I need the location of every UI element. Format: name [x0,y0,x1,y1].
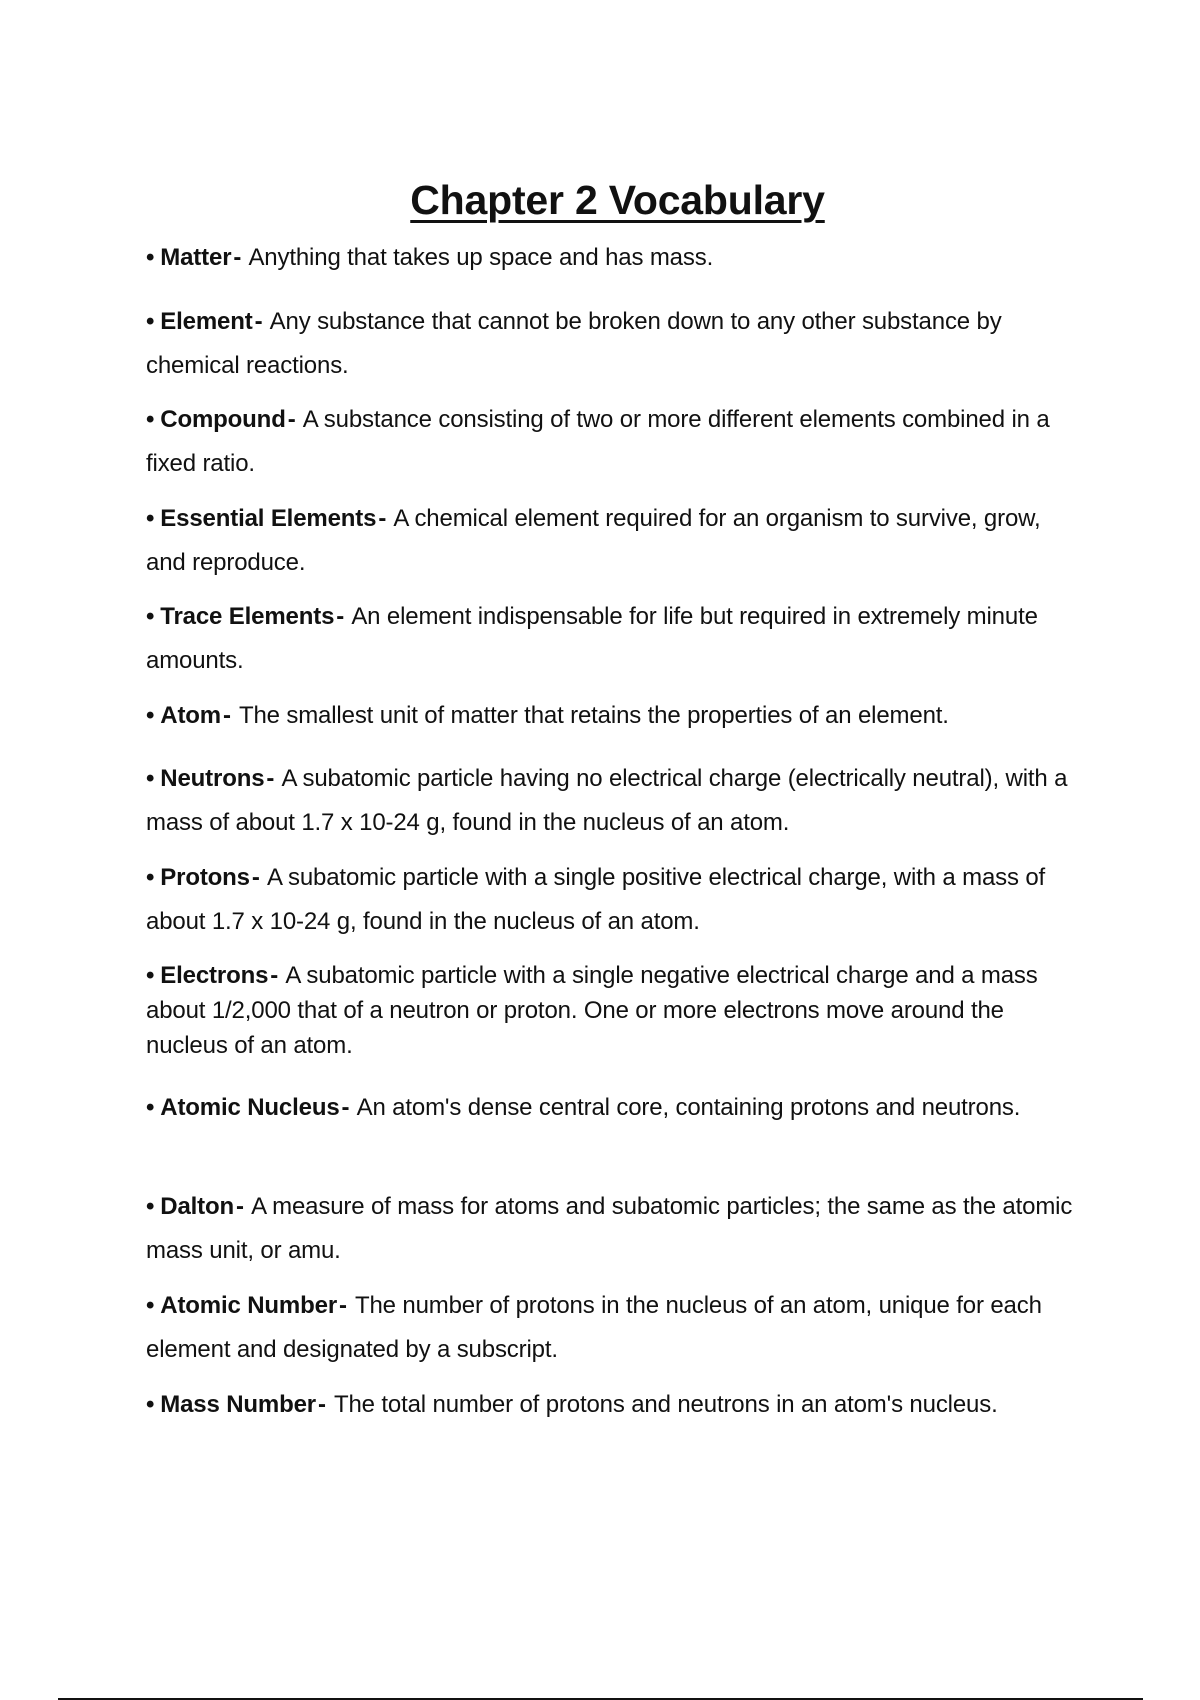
bullet-marker: • [146,505,155,532]
vocab-term: Dalton [160,1193,235,1220]
vocab-definition: A subatomic particle having no electrical charge (electrically neutral), with a mass of about 1.7 x 10-24 g, found in the nucleus of an atom. [146,765,1068,836]
vocab-entry-protons [146,856,1086,944]
bullet-marker: • [146,765,155,792]
vocab-entry-mass-number [146,1383,1086,1427]
term-separator: - [378,505,387,532]
vocab-term: Neutrons [160,765,265,792]
vocab-definition: The total number of protons and neutrons in an atom's nucleus. [333,1391,998,1418]
vocab-definition: An element indispensable for life but required in extremely minute amounts. [146,603,1038,674]
vocab-entry-atomic-nucleus [146,1086,1086,1130]
vocab-entry-compound [146,398,1086,486]
term-separator: - [251,864,260,891]
vocab-entry-matter [146,236,1086,280]
term-separator: - [318,1391,326,1418]
vocab-term: Electrons [160,962,269,989]
vocab-term: Atom [160,702,221,729]
vocab-term: Trace Elements [160,603,335,630]
vocab-entry-trace-elements [146,595,1086,683]
vocab-definition: The number of protons in the nucleus of an atom, unique for each element and designated by a subscript. [146,1292,1042,1363]
vocab-entry-electrons [146,958,1086,1063]
vocab-term: Mass Number [160,1391,316,1418]
bullet-marker: • [146,864,155,891]
term-separator: - [287,406,296,433]
term-separator: - [341,1094,350,1121]
term-separator: - [236,1193,244,1220]
vocab-definition: The smallest unit of matter that retains the properties of an element. [238,702,949,729]
page-title: Chapter 2 Vocabulary [410,177,825,224]
term-separator: - [266,765,275,792]
bullet-marker: • [146,406,155,433]
bullet-marker: • [146,603,155,630]
vocab-term: Atomic Number [160,1292,338,1319]
vocab-definition: A subatomic particle with a single positive electrical charge, with a mass of about 1.7 x 10-24 g, found in the nucleus of an atom. [146,864,1046,935]
vocab-entry-dalton [146,1185,1086,1273]
term-separator: - [336,603,345,630]
vocab-term: Element [160,308,253,335]
bullet-marker: • [146,244,155,271]
vocab-entry-atom [146,694,1086,738]
term-separator: - [270,962,279,989]
bullet-marker: • [146,962,155,989]
bullet-marker: • [146,1193,155,1220]
vocab-definition: Anything that takes up space and has mass. [248,244,714,271]
term-separator: - [254,308,263,335]
vocab-term: Matter [160,244,232,271]
vocab-term: Compound [160,406,286,433]
vocab-definition: Any substance that cannot be broken down to any other substance by chemical reactions. [146,308,1002,379]
term-separator: - [339,1292,347,1319]
bullet-marker: • [146,308,155,335]
vocab-term: Protons [160,864,250,891]
vocab-entry-neutrons [146,757,1086,845]
term-separator: - [233,244,242,271]
term-separator: - [223,702,231,729]
vocab-definition: A chemical element required for an organism to survive, grow, and reproduce. [146,505,1041,576]
vocab-definition: A subatomic particle with a single negative electrical charge and a mass about 1/2,000 that of a neutron or proton. One or more electrons move around the nucleus of an atom. [146,962,1038,1059]
vocab-definition: A substance consisting of two or more different elements combined in a fixed ratio. [146,406,1050,477]
vocab-term: Essential Elements [160,505,377,532]
vocab-definition: A measure of mass for atoms and subatomic particles; the same as the atomic mass unit, or amu. [146,1193,1073,1264]
vocab-entry-element [146,300,1086,388]
vocab-definition: An atom's dense central core, containing protons and neutrons. [356,1094,1021,1121]
bullet-marker: • [146,1094,155,1121]
bullet-marker: • [146,702,155,729]
vocab-entry-atomic-number [146,1284,1086,1372]
vocab-term: Atomic Nucleus [160,1094,340,1121]
bullet-marker: • [146,1292,155,1319]
vocab-entry-essential-elements [146,497,1086,585]
bullet-marker: • [146,1391,155,1418]
